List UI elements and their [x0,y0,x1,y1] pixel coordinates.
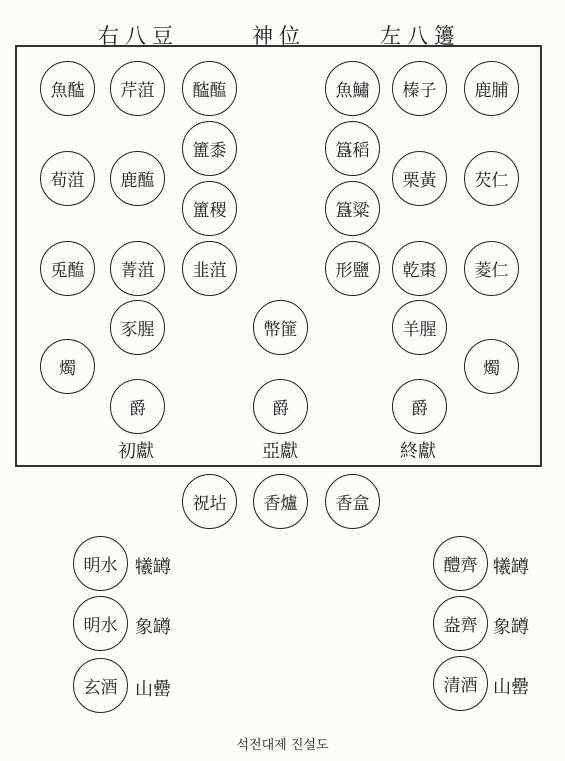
cup-circle: 爵 [392,379,447,434]
dish-circle: 鹿脯 [464,61,519,116]
dish-circle: 幣篚 [253,300,308,355]
dish-circle: 簠稷 [182,181,237,236]
offering-label-first: 初獻 [118,441,154,462]
dish-circle: 芡仁 [464,151,519,206]
vessel-circle: 明水 [73,536,128,591]
vessel-circle: 盎齊 [433,596,488,651]
dish-circle: 豕腥 [110,300,165,355]
cup-circle: 爵 [253,379,308,434]
vessel-label: 犧罇 [135,557,171,578]
header-right-eight-beans: 右八豆 [98,24,179,48]
cup-circle: 爵 [110,379,165,434]
offering-label-final: 終獻 [400,441,436,462]
altar-circle: 香盒 [325,474,380,529]
dish-circle: 兎醢 [40,241,95,296]
dish-circle: 乾棗 [392,241,447,296]
vessel-label: 象罇 [135,617,171,638]
vessel-label: 山罍 [135,679,171,700]
offering-label-second: 亞獻 [262,441,298,462]
vessel-label: 山罍 [493,677,529,698]
altar-circle: 香爐 [253,474,308,529]
dish-circle: 簋稻 [325,121,380,176]
dish-circle: 韭菹 [182,241,237,296]
dish-circle: 芹菹 [110,61,165,116]
candle-circle: 燭 [40,339,95,394]
figure-caption: 석전대제 진설도 [236,738,329,753]
dish-circle: 栗黃 [392,151,447,206]
vessel-circle: 清酒 [433,656,488,711]
dish-circle: 羊腥 [392,300,447,355]
vessel-circle: 明水 [73,596,128,651]
vessel-label: 象罇 [493,617,529,638]
dish-circle: 形鹽 [325,241,380,296]
dish-circle: 醓醢 [182,61,237,116]
dish-circle: 簠黍 [182,121,237,176]
dish-circle: 菱仁 [464,241,519,296]
dish-circle: 菁菹 [110,241,165,296]
altar-circle: 祝坫 [182,474,237,529]
dish-circle: 簋粱 [325,181,380,236]
candle-circle: 燭 [464,339,519,394]
dish-circle: 魚醓 [40,61,95,116]
header-spirit-seat: 神位 [252,24,306,48]
dish-circle: 荀菹 [40,151,95,206]
dish-circle: 魚鱐 [325,61,380,116]
vessel-label: 犧罇 [493,557,529,578]
dish-circle: 鹿醢 [110,151,165,206]
vessel-circle: 醴齊 [433,536,488,591]
vessel-circle: 玄酒 [73,658,128,713]
header-left-eight-bamboo: 左八籩 [380,24,461,48]
dish-circle: 榛子 [392,61,447,116]
